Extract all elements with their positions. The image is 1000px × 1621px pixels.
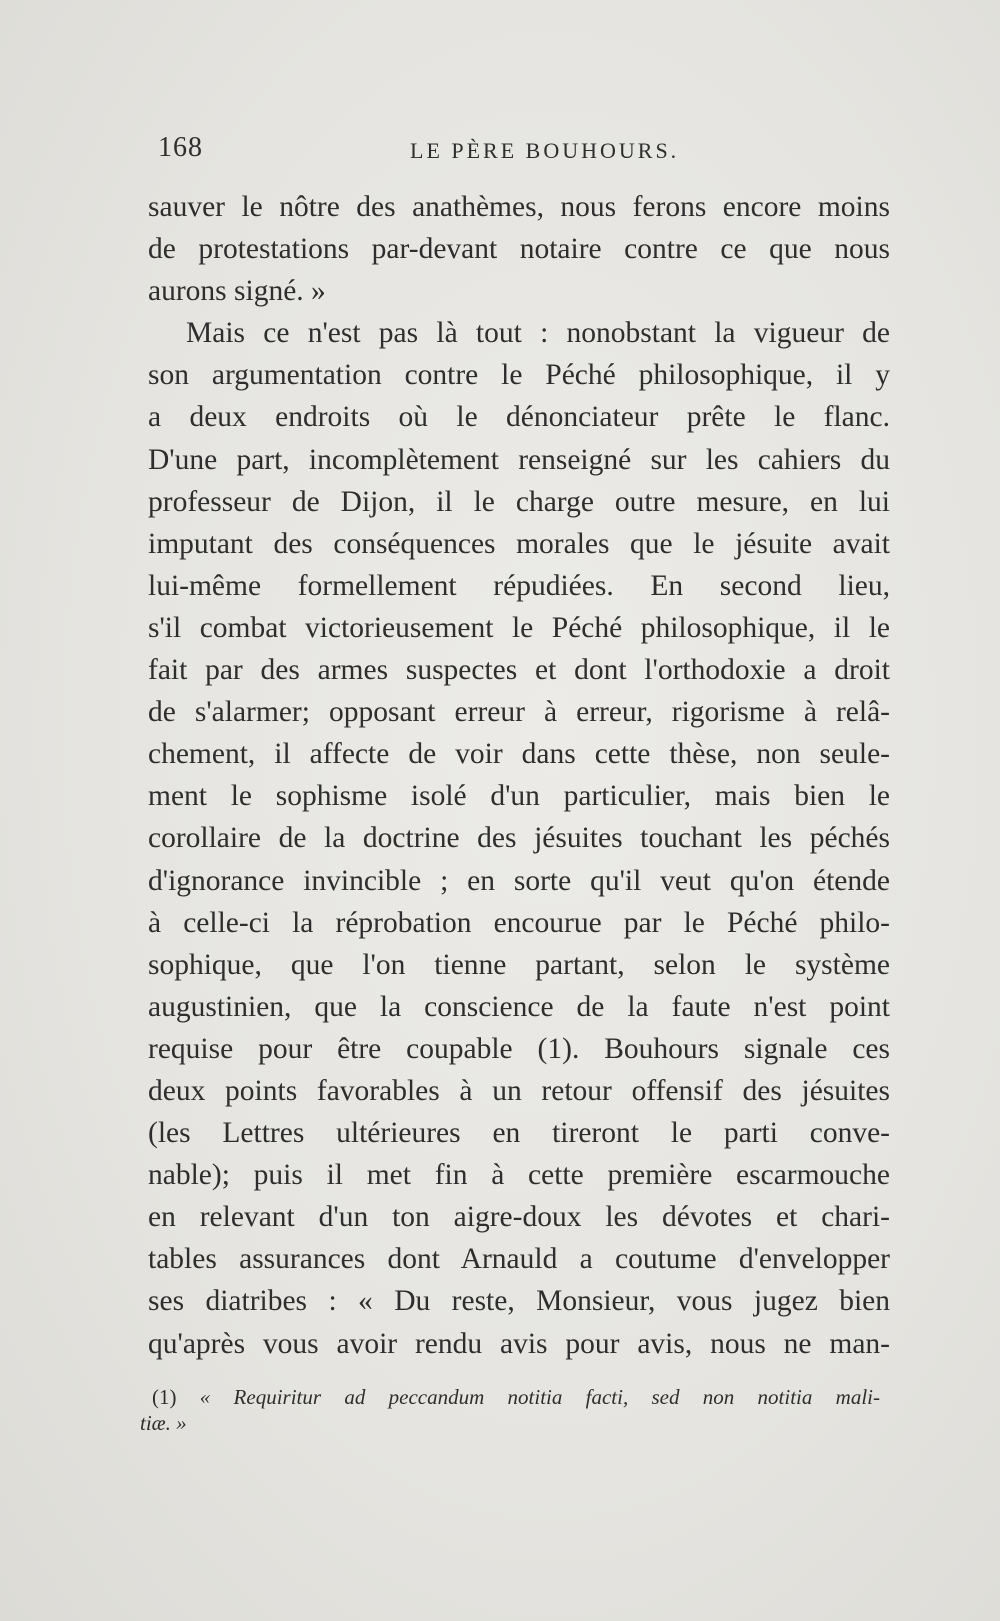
text-line: requise pour être coupable (1). Bouhours signale ces — [148, 1032, 890, 1065]
text-line: de s'alarmer; opposant erreur à erreur, rigorisme à relâ- — [148, 696, 890, 729]
text-line: lui-même formellement répudiées. En second lieu, — [148, 569, 890, 602]
text-line: ment le sophisme isolé d'un particulier, mais bien le — [148, 780, 890, 813]
text-line: tables assurances dont Arnauld a coutume d'envelopper — [148, 1243, 890, 1276]
text-line: deux points favorables à un retour offensif des jésuites — [148, 1074, 890, 1107]
text-line: D'une part, incomplètement renseigné sur les cahiers du — [148, 443, 890, 476]
footnote-marker: (1) — [152, 1385, 177, 1409]
text-line: à celle-ci la réprobation encourue par le Péché philo- — [148, 906, 890, 939]
text-line: de protestations par-devant notaire contre ce que nous — [148, 233, 890, 266]
text-line: s'il combat victorieusement le Péché philosophique, il le — [148, 611, 890, 644]
text-line: son argumentation contre le Péché philosophique, il y — [148, 359, 890, 392]
text-line: sauver le nôtre des anathèmes, nous ferons encore moins — [148, 191, 890, 223]
footnote — [140, 1384, 880, 1436]
text-line: Mais ce n'est pas là tout : nonobstant la vigueur de — [186, 317, 890, 350]
text-line: ses diatribes : « Du reste, Monsieur, vous jugez bien — [148, 1285, 890, 1318]
text-line: en relevant d'un ton aigre-doux les dévotes et chari- — [148, 1201, 890, 1234]
text-line: (les Lettres ultérieures en tireront le parti conve- — [148, 1117, 890, 1150]
text-line: fait par des armes suspectes et dont l'orthodoxie a droit — [148, 654, 890, 687]
text-line: corollaire de la doctrine des jésuites touchant les péchés — [148, 822, 890, 855]
text-line: d'ignorance invincible ; en sorte qu'il veut qu'on étende — [148, 864, 890, 897]
text-line: sophique, que l'on tienne partant, selon le système — [148, 948, 890, 981]
body-text — [148, 186, 890, 1365]
footnote-text: « Requiritur ad peccandum notitia facti, sed non notitia mali- — [199, 1385, 880, 1409]
text-line: aurons signé. » — [148, 275, 326, 308]
footnote-line — [140, 1384, 880, 1410]
footnote-line: tiæ. » — [140, 1411, 187, 1435]
text-line: augustinien, que la conscience de la faute n'est point — [148, 990, 890, 1023]
text-line: nable); puis il met fin à cette première escarmouche — [148, 1159, 890, 1192]
text-line: professeur de Dijon, il le charge outre mesure, en lui — [148, 485, 890, 518]
text-line: a deux endroits où le dénonciateur prête le flanc. — [148, 401, 890, 434]
running-title: LE PÈRE BOUHOURS. — [410, 138, 680, 163]
text-line: imputant des conséquences morales que le jésuite avait — [148, 527, 890, 560]
page-header — [158, 132, 898, 172]
text-line: qu'après vous avoir rendu avis pour avis, nous ne man- — [148, 1327, 890, 1360]
page-number: 168 — [158, 132, 203, 163]
text-line: chement, il affecte de voir dans cette thèse, non seule- — [148, 738, 890, 771]
